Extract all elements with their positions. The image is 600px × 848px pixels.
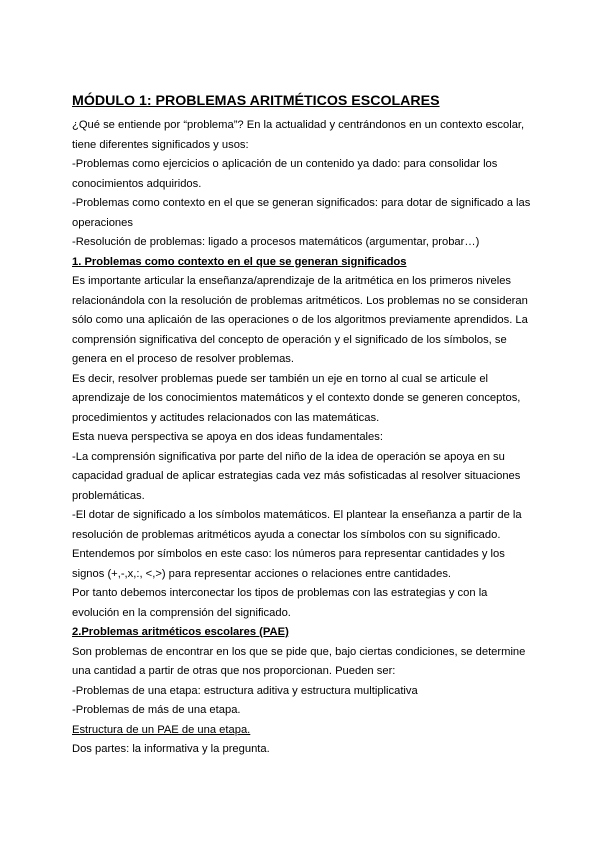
intro-paragraph: -Resolución de problemas: ligado a procesos matemáticos (argumentar, probar…) xyxy=(72,236,480,248)
section1-paragraph: Es decir, resolver problemas puede ser también un eje en torno al cual se articule el aprendizaje de los conocimientos matemáticos y el contexto donde se generen conceptos, procedimientos y actitudes relacionados con las matemáticas. xyxy=(72,372,521,424)
section1-paragraph: -La comprensión significativa por parte del niño de la idea de operación se apoya en su capacidad gradual de aplicar estrategias cada vez más sofisticadas al resolver situaciones problemáticas. xyxy=(72,450,521,502)
section1-paragraph: Esta nueva perspectiva se apoya en dos ideas fundamentales: xyxy=(72,431,383,443)
page-title: MÓDULO 1: PROBLEMAS ARITMÉTICOS ESCOLARES xyxy=(72,93,440,109)
section1-paragraph: Por tanto debemos interconectar los tipos de problemas con las estrategias y con la evolución en la comprensión del significado. xyxy=(72,587,488,619)
section1-paragraph: Es importante articular la enseñanza/aprendizaje de la aritmética en los primeros niveles relacionándola con la resolución de problemas aritméticos. Los problemas no se consideran sólo como una aplicaión de las operaciones o de los algoritmos previamente aprendidos. La comprensión significativa del concepto de operación y el significado de los símbolos, se genera en el proceso de resolver problemas. xyxy=(72,275,528,365)
section2-paragraph: Son problemas de encontrar en los que se pide que, bajo ciertas condiciones, se determine una cantidad a partir de otras que nos proporcionan. Pueden ser: xyxy=(72,645,526,677)
section1-paragraph: Entendemos por símbolos en este caso: los números para representar cantidades y los signos (+,-,x,:, <,>) para representar acciones o relaciones entre cantidades. xyxy=(72,548,505,580)
subsection-heading: Estructura de un PAE de una etapa. xyxy=(72,723,251,736)
intro-paragraph: -Problemas como ejercicios o aplicación de un contenido ya dado: para consolidar los conocimientos adquiridos. xyxy=(72,158,498,190)
section2-paragraph: -Problemas de una etapa: estructura aditiva y estructura multiplicativa xyxy=(72,684,418,697)
section2-paragraph: -Problemas de más de una etapa. xyxy=(72,704,241,716)
section1-paragraph: -El dotar de significado a los símbolos matemáticos. El plantear la enseñanza a partir de la resolución de problemas aritméticos ayuda a conectar los símbolos con su significado. xyxy=(72,509,522,541)
section2-paragraph: Dos partes: la informativa y la pregunta. xyxy=(72,743,270,755)
document-page xyxy=(72,92,532,760)
intro-paragraph: ¿Qué se entiende por “problema”? En la actualidad y centrándonos en un contexto escolar, tiene diferentes significados y usos: xyxy=(72,119,525,151)
intro-paragraph: -Problemas como contexto en el que se generan significados: para dotar de significado a las operaciones xyxy=(72,197,531,229)
section-heading-2: 2.Problemas aritméticos escolares (PAE) xyxy=(72,626,289,638)
section-heading-1: 1. Problemas como contexto en el que se generan significados xyxy=(72,255,407,268)
